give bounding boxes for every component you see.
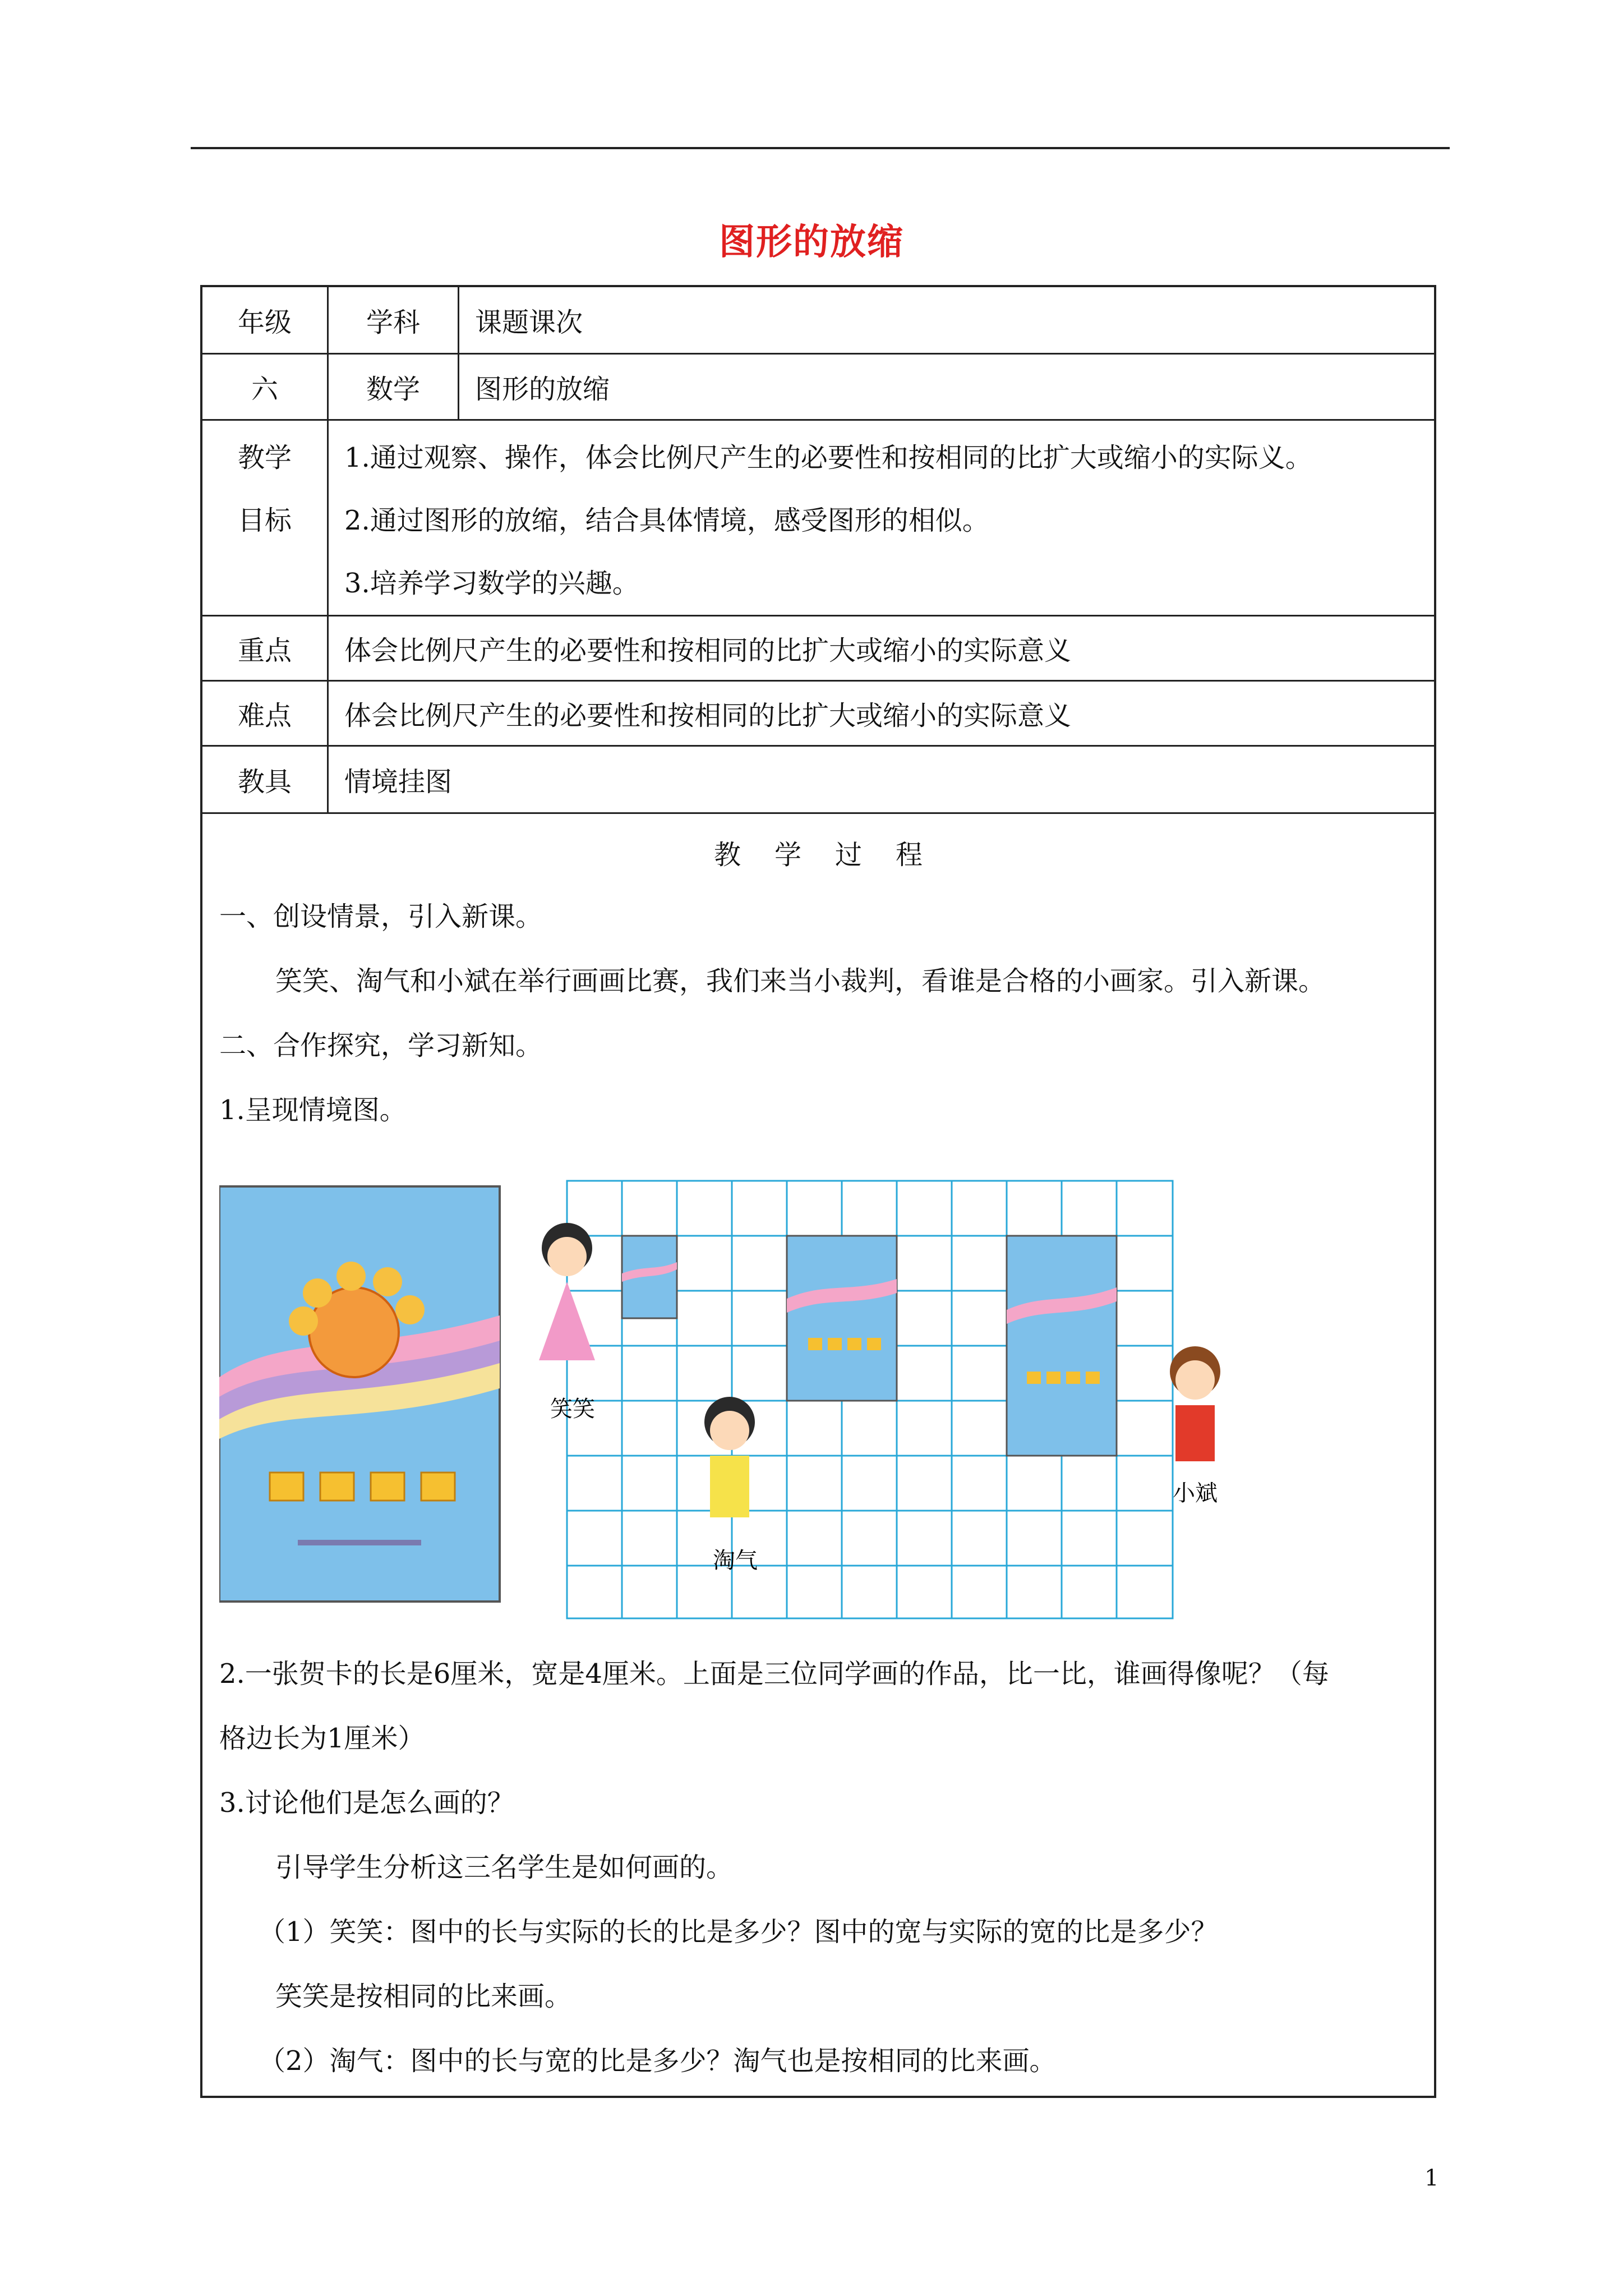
key-point-text: 体会比例尺产生的必要性和按相同的比扩大或缩小的实际意义 (328, 615, 1435, 680)
process-line: 1.呈现情境图。 (219, 1094, 407, 1126)
topic-value: 图形的放缩 (459, 353, 1435, 420)
original-card (219, 1186, 500, 1602)
table-row (202, 746, 1434, 813)
difficulty-label: 难点 (202, 680, 328, 746)
page-number: 1 (1424, 2165, 1439, 2191)
lesson-plan-box (200, 285, 1436, 2098)
drawing-tall (1007, 1236, 1117, 1456)
process-line: 一、创设情景，引入新课。 (219, 901, 543, 932)
process-line: 格边长为1厘米） (219, 1723, 425, 1754)
table-row (202, 353, 1434, 420)
subject-value: 数学 (328, 353, 459, 420)
header-rule (191, 147, 1450, 149)
drawing-small (622, 1236, 677, 1318)
difficulty-text: 体会比例尺产生的必要性和按相同的比扩大或缩小的实际意义 (328, 680, 1435, 746)
tools-label: 教具 (202, 746, 328, 813)
process-line: 笑笑、淘气和小斌在举行画画比赛，我们来当小裁判，看谁是合格的小画家。引入新课。 (275, 965, 1326, 997)
process-line: （2）淘气：图中的长与宽的比是多少？淘气也是按相同的比来画。 (259, 2045, 1057, 2077)
process-line: （1）笑笑：图中的长与实际的长的比是多少？图中的宽与实际的宽的比是多少？ (259, 1916, 1218, 1948)
page-title: 图形的放缩 (719, 221, 904, 263)
table-row (202, 615, 1434, 680)
process-line: 二、合作探究，学习新知。 (219, 1030, 543, 1061)
topic-header: 课题课次 (459, 287, 1435, 353)
process-line: 引导学生分析这三名学生是如何画的。 (275, 1852, 734, 1883)
grade-header: 年级 (202, 287, 328, 353)
grade-value: 六 (202, 353, 328, 420)
goals-label: 教学 目标 (202, 420, 328, 615)
goal-item: 1.通过观察、操作，体会比例尺产生的必要性和按相同的比扩大或缩小的实际义。 (344, 441, 1312, 473)
process-line: 2.一张贺卡的长是6厘米，宽是4厘米。上面是三位同学画的作品，比一比，谁画得像呢？（每 (219, 1658, 1329, 1690)
info-table (202, 287, 1434, 814)
scenario-figure (219, 1175, 1229, 1624)
table-row (202, 420, 1434, 615)
goals-content (328, 420, 1435, 615)
label-taoqi: 淘气 (713, 1548, 758, 1573)
label-xiaobin: 小斌 (1173, 1480, 1218, 1506)
goal-item: 3.培养学习数学的兴趣。 (344, 567, 639, 599)
table-row (202, 287, 1434, 353)
subject-header: 学科 (328, 287, 459, 353)
label-xiaoxiao: 笑笑 (550, 1396, 595, 1422)
key-point-label: 重点 (202, 615, 328, 680)
process-line: 3.讨论他们是怎么画的？ (219, 1787, 514, 1819)
character-taoqi (704, 1397, 755, 1517)
character-xiaobin (1170, 1346, 1220, 1461)
process-line: 笑笑是按相同的比来画。 (275, 1981, 572, 2012)
table-row (202, 680, 1434, 746)
process-title: 教学过程 (713, 839, 956, 871)
tools-text: 情境挂图 (328, 746, 1435, 813)
drawing-medium (787, 1236, 897, 1401)
goal-item: 2.通过图形的放缩，结合具体情境，感受图形的相似。 (344, 504, 989, 536)
